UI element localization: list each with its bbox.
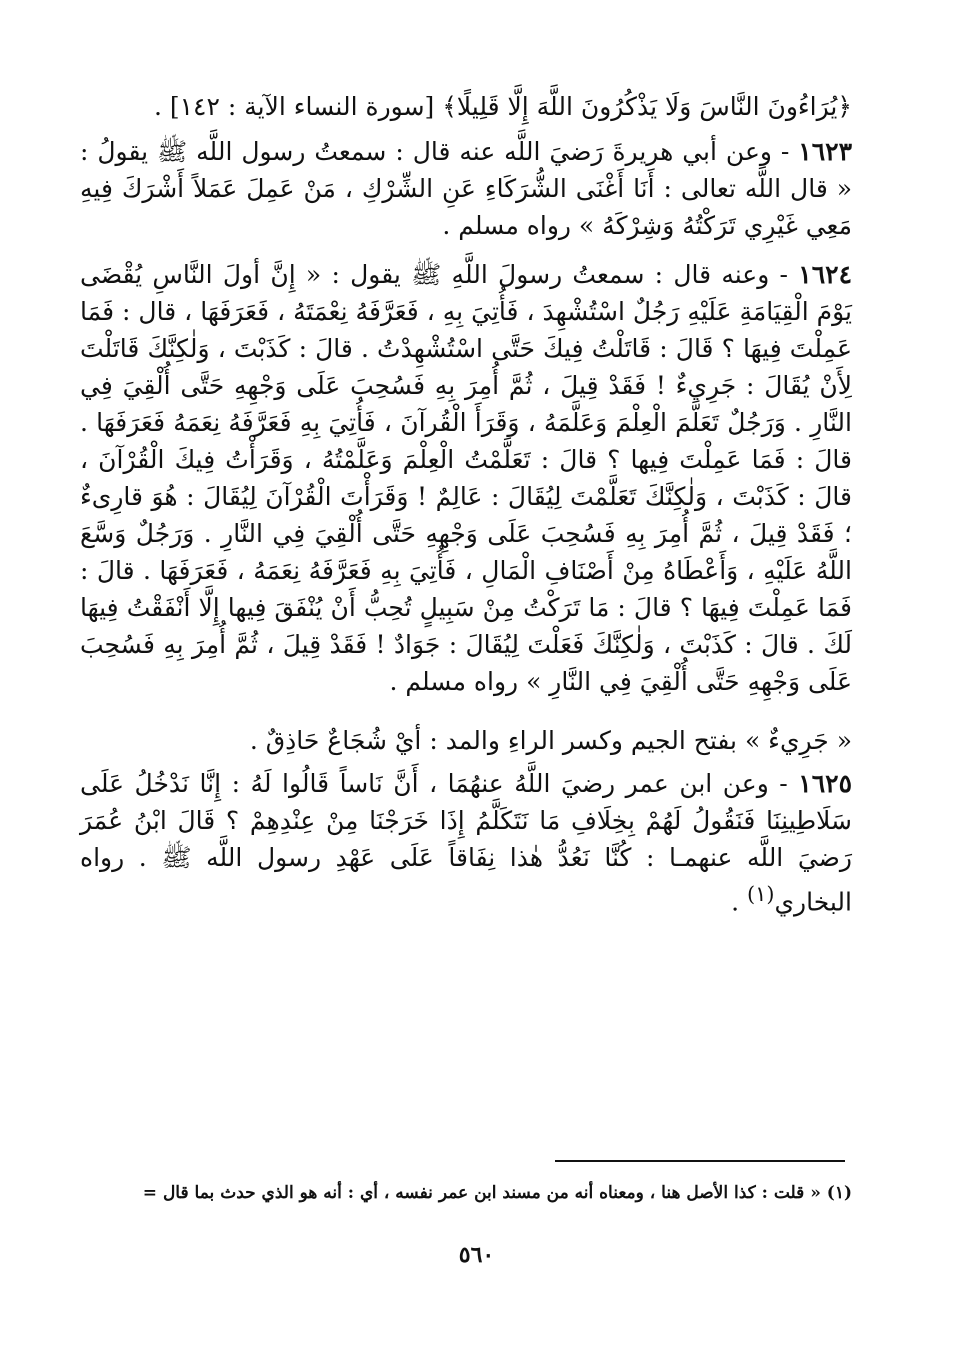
footnote-text: (١) « قلت : كذا الأصل هنا ، ومعناه أنه من مسند ابن عمر نفسه ، أي : أنه هو الذي حدث بما قال = <box>142 1183 852 1203</box>
footnote-reference: (١) <box>747 882 775 906</box>
quran-verse <box>80 88 852 125</box>
footnote-divider <box>555 1160 845 1162</box>
hadith-text: - وعن ابن عمر رضيَ اللَّهُ عنهُمَا ، أَنَّ نَاساً قَالُوا لَهُ : إِنَّا نَدْخُلُ عَلَى سَلَاطِينِنَا فَنَقُولُ لَهُمْ بِخِلَافِ مَا نَتَكَلَّمُ إِذَا خَرَجْنَا مِنْ عِنْدِهِمْ ؟ قَالَ ابْنُ عُمَرَ رَضيَ اللَّه عنهمـا : كُنَّا نَعُدُّ هٰذا نِفَاقاً عَلَى عَهْدِ رسول اللَّه ﷺ . رواه البخاري <box>80 769 852 917</box>
word-explanation <box>80 722 852 759</box>
hadith-end: . <box>731 887 748 917</box>
hadith-number: ١٦٢٤ <box>798 260 852 289</box>
hadith-1624 <box>80 256 852 700</box>
footnote <box>80 1180 852 1206</box>
hadith-1625 <box>80 765 852 920</box>
hadith-text: - وعنه قال : سمعتُ رسولَ اللَّهِ ﷺ يقول : « إِنَّ أولَ النَّاسِ يُقْضَى يَوْمَ الْقِيَامَةِ عَلَيْهِ رَجُلٌ اسْتُشْهِدَ ، فَأُتِيَ بِهِ ، فَعَرَّفَهُ نِعْمَتَهُ ، فَعَرَفَهَا ، قال : فَمَا عَمِلْتَ فِيهَا ؟ قَالَ : قَاتَلْتُ فِيكَ حَتَّى اسْتُشْهِدْتُ . قالَ : كَذَبْتَ ، وَلٰكِنَّكَ قَاتَلْتَ لِأَنْ يُقَالَ : جَرِيءٌ ! فَقَدْ قِيلَ ، ثُمَّ أُمِرَ بِهِ فَسُحِبَ عَلَى وَجْهِهِ حَتَّى أُلْقِيَ فِي النَّارِ . وَرَجُلٌ تَعَلَّمَ الْعِلْمَ وَعَلَّمَهُ ، وَقَرَأَ الْقُرآنَ ، فَأُتِيَ بِهِ فَعَرَّفَهُ نِعَمَهُ فَعَرَفَهَا . قالَ : فَمَا عَمِلْتَ فِيها ؟ قالَ : تَعَلَّمْتُ الْعِلْمَ وَعَلَّمْتُهُ ، وَقَرَأْتُ فِيكَ الْقُرْآنَ ، قالَ : كَذَبْتَ ، وَلٰكِنَّكَ تَعَلَّمْتَ لِيُقَالَ : عَالِمٌ ! وَقَرَأْتَ الْقُرْآنَ لِيُقَالَ : هُوَ قارِىءٌ ؛ فَقَدْ قِيلَ ، ثُمَّ أُمِرَ بِهِ فَسُحِبَ عَلَى وَجْهِهِ حَتَّى أُلْقِيَ فِي النَّارِ . وَرَجُلٌ وَسَّعَ اللَّهُ عَلَيْهِ ، وَأَعْطَاهُ مِنْ أَصْنَافِ الْمَالِ ، فَأُتِيَ بِهِ فَعَرَّفَهُ نِعَمَهُ ، فَعَرَفَهَا . قالَ : فَمَا عَمِلْتَ فِيهَا ؟ قالَ : مَا تَرَكْتُ مِنْ سَبِيلٍ تُحِبُّ أَنْ يُنْفَقَ فِيها إِلَّا أَنْفَقْتُ فِيهَا لَكَ . قالَ : كَذَبْتَ ، وَلٰكِنَّكَ فَعَلْتَ لِيُقَالَ : جَوَادٌ ! فَقَدْ قِيلَ ، ثُمَّ أُمِرَ بِهِ فَسُحِبَ عَلَى وَجْهِهِ حَتَّى أُلْقِيَ فِي النَّارِ » رواه مسلم . <box>80 260 853 696</box>
page-body <box>80 88 852 920</box>
hadith-number: ١٦٢٣ <box>798 137 852 166</box>
page-number: ٥٦٠ <box>458 1242 495 1268</box>
word-explanation-text: « جَرِيءٌ » بفتح الجيم وكسر الراءِ والمد : أيْ شُجَاعٌ حَاذِقٌ . <box>249 726 852 755</box>
quran-verse-text: ﴿يُرَاءُونَ النَّاسَ وَلَا يَذْكُرُونَ اللَّهَ إِلَّا قَلِيلًا﴾ [سورة النساء الآية : ١٤٢] . <box>153 92 852 121</box>
hadith-number: ١٦٢٥ <box>798 769 852 798</box>
hadith-1623 <box>80 133 852 244</box>
hadith-text: - وعن أبي هريرةَ رَضيَ اللَّه عنه قال : سمعتُ رسول اللَّه ﷺ يقولُ : « قال اللَّه تعالى : أَنَا أَغْنَى الشُّرَكَاءِ عَنِ الشِّرْكِ ، مَنْ عَمِلَ عَمَلاً أَشْرَكَ فِيهِ مَعِي غَيْرِي تَرَكْتُهُ وَشِرْكَهُ » رواه مسلم . <box>80 137 852 240</box>
